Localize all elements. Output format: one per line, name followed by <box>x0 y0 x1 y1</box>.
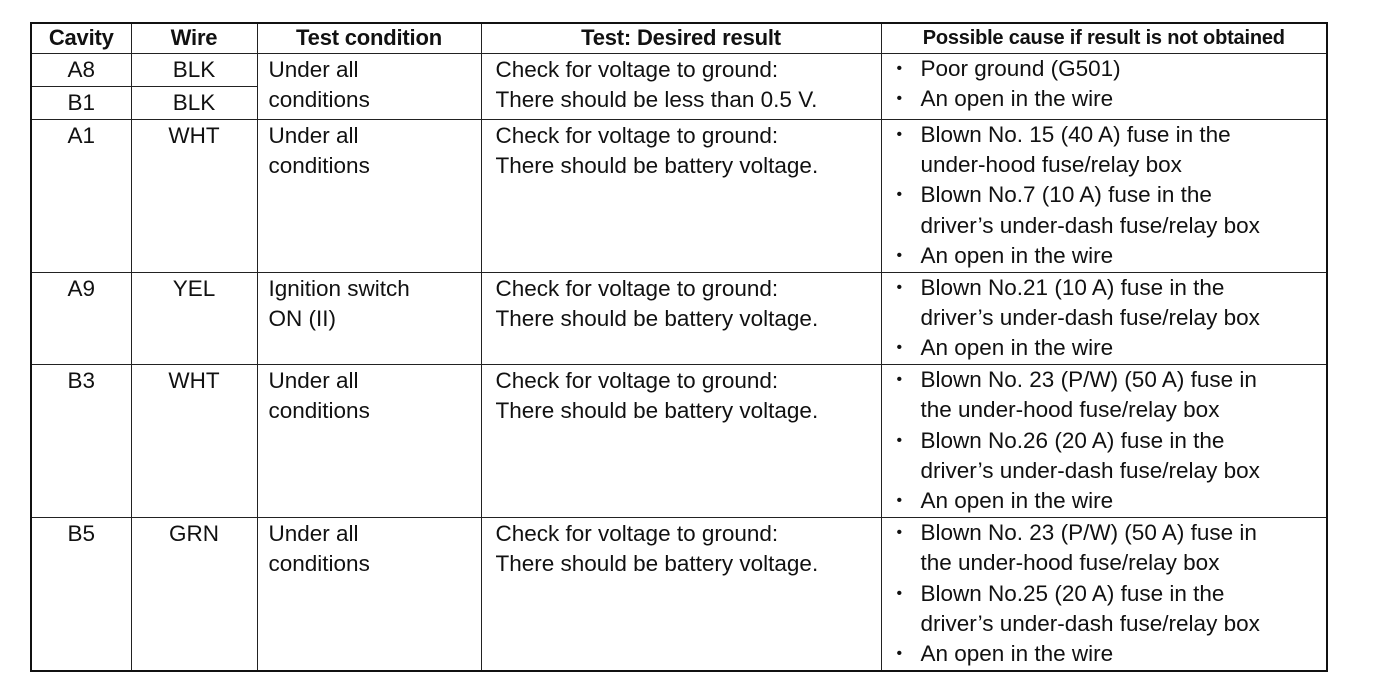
desired-result-text: Check for voltage to ground: There should be battery voltage. <box>495 520 819 577</box>
cause-item <box>896 486 1327 516</box>
cavity-cell <box>31 272 131 364</box>
cavity-value: B1 <box>32 86 131 119</box>
cause-list <box>882 365 1327 517</box>
cause-text: Blown No.21 (10 A) fuse in the driver’s under-dash fuse/relay box <box>920 274 1260 330</box>
bullet-icon: • <box>896 125 903 143</box>
test-condition-cell <box>257 53 481 119</box>
possible-cause-cell <box>881 364 1327 517</box>
test-condition-cell <box>257 517 481 671</box>
desired-result-cell <box>481 272 881 364</box>
cause-text: Blown No. 15 (40 A) fuse in the under-hood fuse/relay box <box>920 121 1231 177</box>
cause-text: An open in the wire <box>920 335 1114 361</box>
desired-result-cell <box>481 364 881 517</box>
desired-result-header: Test: Desired result <box>481 23 881 53</box>
cause-text: An open in the wire <box>920 243 1114 269</box>
cause-text: An open in the wire <box>920 85 1114 111</box>
desired-result-text: Check for voltage to ground: There should be battery voltage. <box>495 367 819 424</box>
bullet-icon: • <box>896 186 903 204</box>
cause-text: Blown No. 23 (P/W) (50 A) fuse in the under-hood fuse/relay box <box>920 519 1257 576</box>
bullet-icon: • <box>896 584 903 602</box>
desired-result-text: Check for voltage to ground: There should be less than 0.5 V. <box>495 56 818 112</box>
test-condition-text: Under all conditions <box>268 367 370 424</box>
bullet-icon: • <box>896 645 903 663</box>
test-condition-header: Test condition <box>257 23 481 53</box>
test-condition-cell <box>257 119 481 272</box>
table-row <box>31 517 1327 671</box>
desired-result-text: Check for voltage to ground: There should be battery voltage. <box>495 122 819 178</box>
wire-value: WHT <box>168 367 220 393</box>
desired-result-cell <box>481 53 881 119</box>
cause-item <box>896 180 1327 241</box>
table-row <box>31 272 1327 364</box>
wire-header: Wire <box>131 23 257 53</box>
cavity-value: B3 <box>67 367 96 393</box>
cause-item <box>896 84 1327 114</box>
header-row <box>31 23 1327 53</box>
wire-cell <box>131 272 257 364</box>
cause-list <box>882 273 1327 364</box>
cause-text: An open in the wire <box>920 488 1114 514</box>
cause-item <box>896 120 1327 181</box>
test-condition-text: Under all conditions <box>268 520 370 577</box>
possible-cause-cell <box>881 517 1327 671</box>
possible-cause-cell <box>881 53 1327 119</box>
bullet-icon: • <box>896 523 903 541</box>
test-condition-cell <box>257 364 481 517</box>
cause-item <box>896 639 1327 669</box>
cause-item <box>896 273 1327 334</box>
bullet-icon: • <box>896 59 903 77</box>
cause-list <box>882 518 1327 670</box>
cavity-header: Cavity <box>31 23 131 53</box>
test-condition-cell <box>257 272 481 364</box>
cause-item <box>896 426 1327 487</box>
test-condition-text: Ignition switch ON (II) <box>268 275 410 331</box>
bullet-icon: • <box>896 431 903 449</box>
cause-list <box>882 54 1327 115</box>
cavity-cell <box>31 517 131 671</box>
cause-item <box>896 333 1327 363</box>
possible-cause-cell <box>881 272 1327 364</box>
test-condition-text: Under all conditions <box>268 56 370 112</box>
cause-item <box>896 241 1327 271</box>
cause-text: Blown No.25 (20 A) fuse in the driver’s under-dash fuse/relay box <box>920 580 1260 636</box>
cause-text: Poor ground (G501) <box>920 55 1121 81</box>
wire-cell <box>131 53 257 119</box>
cause-item <box>896 54 1327 84</box>
cavity-value: A1 <box>67 122 96 148</box>
cavity-cell <box>31 53 131 119</box>
diagnosis-table <box>30 22 1328 672</box>
cause-text: Blown No.7 (10 A) fuse in the driver’s under-dash fuse/relay box <box>920 182 1260 238</box>
table-row <box>31 364 1327 517</box>
wire-value: BLK <box>132 86 257 119</box>
possible-cause-header: Possible cause if result is not obtained <box>881 23 1327 53</box>
desired-result-cell <box>481 517 881 671</box>
bullet-icon: • <box>896 370 903 388</box>
wire-value: YEL <box>172 275 216 301</box>
cavity-cell <box>31 364 131 517</box>
cause-text: An open in the wire <box>920 641 1114 667</box>
wire-cell <box>131 364 257 517</box>
table-row <box>31 119 1327 272</box>
cause-text: Blown No.26 (20 A) fuse in the driver’s under-dash fuse/relay box <box>920 427 1260 483</box>
cause-list <box>882 120 1327 272</box>
bullet-icon: • <box>896 492 903 510</box>
wire-cell <box>131 119 257 272</box>
bullet-icon: • <box>896 247 903 265</box>
desired-result-cell <box>481 119 881 272</box>
cavity-cell <box>31 119 131 272</box>
bullet-icon: • <box>896 339 903 357</box>
wire-value: WHT <box>168 122 220 148</box>
cause-item <box>896 365 1327 426</box>
wire-value: GRN <box>169 520 219 546</box>
test-condition-text: Under all conditions <box>268 122 370 178</box>
bullet-icon: • <box>896 278 903 296</box>
cause-item <box>896 518 1327 579</box>
wire-cell <box>131 517 257 671</box>
table-row <box>31 53 1327 119</box>
bullet-icon: • <box>896 89 903 107</box>
possible-cause-cell <box>881 119 1327 272</box>
cause-item <box>896 579 1327 640</box>
desired-result-text: Check for voltage to ground: There should be battery voltage. <box>495 275 819 331</box>
cavity-value: B5 <box>67 520 96 546</box>
wire-value: BLK <box>172 56 216 82</box>
cause-text: Blown No. 23 (P/W) (50 A) fuse in the under-hood fuse/relay box <box>920 366 1257 423</box>
cavity-value: A8 <box>67 56 96 82</box>
cavity-value: A9 <box>67 275 96 301</box>
